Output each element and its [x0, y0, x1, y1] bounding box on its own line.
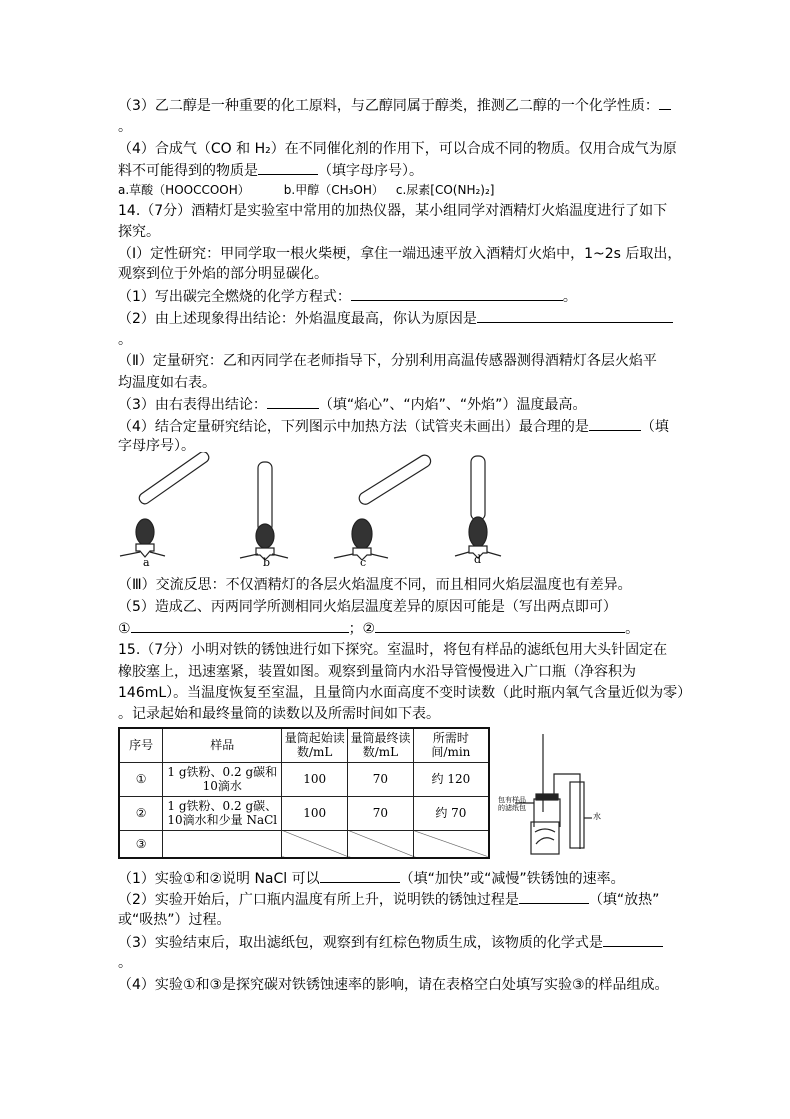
answer-blank[interactable]: [267, 394, 319, 409]
header-cell: 量筒起始读数/mL: [282, 728, 348, 762]
figure-label-b: b: [263, 556, 271, 569]
table-row: [119, 830, 489, 858]
cell: 约 120: [413, 762, 489, 796]
text: 料不可能得到的物质是: [118, 163, 258, 179]
cell: 70: [348, 796, 414, 830]
table-row: [119, 796, 489, 830]
q14-intro2: 探究。: [118, 224, 160, 240]
header-cell: 所需时间/min: [413, 728, 489, 762]
figure-label-d: d: [474, 553, 482, 566]
q13-part3-end: 。: [118, 119, 132, 135]
cell-crossed: [348, 830, 414, 858]
q14-part4-line2: 字母序号）。: [118, 438, 195, 454]
answer-blank-2[interactable]: [375, 618, 625, 633]
q14-part3: [118, 394, 586, 415]
answer-blank[interactable]: [258, 160, 318, 175]
answer-blank[interactable]: [320, 868, 400, 883]
figure-label-a: a: [143, 556, 150, 569]
rust-apparatus-figure: [500, 722, 620, 857]
q13-part4-line1: （4）合成气（CO 和 H₂）在不同催化剂的作用下，可以合成不同的物质。仅用合成气为原: [118, 141, 677, 157]
figure-d-vertical-tube-outer-flame: [455, 456, 501, 558]
q15-part3-end: 。: [118, 955, 132, 971]
q14-part5: （5）造成乙、丙两同学所测相同火焰层温度差异的原因可能是（写出两点即可）: [118, 599, 617, 615]
q14-part2-end: 。: [118, 332, 132, 348]
answer-blank[interactable]: [351, 286, 563, 301]
apparatus-label-water: 水: [593, 812, 601, 821]
text: （4）结合定量研究结论，下列图示中加热方法（试管夹未画出）最合理的是: [118, 419, 589, 435]
q13-part4-line2: [118, 160, 423, 181]
figure-label-c: c: [360, 556, 367, 569]
cell: 100: [282, 796, 348, 830]
text: （3）由右表得出结论：: [118, 397, 267, 413]
q15-part2-line2: 或“吸热”）过程。: [118, 912, 231, 928]
cell: ③: [119, 830, 163, 858]
q15-part3: [118, 932, 663, 953]
q14-part2: [118, 308, 673, 329]
text: （2）由上述现象得出结论：外焰温度最高，你认为原因是: [118, 311, 477, 327]
text: 。: [625, 621, 640, 637]
q14-part1: [118, 286, 577, 307]
cell-crossed: [413, 830, 489, 858]
cell: ①: [119, 762, 163, 796]
cell-crossed: [282, 830, 348, 858]
cell: 1 g铁粉、0.2 g碳、10滴水和少量 NaCl: [163, 796, 282, 830]
q15-intro2: 橡胶塞上，迅速塞紧，装置如图。观察到量筒内水沿导管慢慢进入广口瓶（净容积为: [118, 664, 636, 680]
option-a: a.草酸（HOOCCOOH）: [118, 183, 250, 197]
text: （1）实验①和②说明 NaCl 可以: [118, 871, 320, 887]
q14-section2-line2: 均温度如右表。: [118, 375, 216, 391]
option-c: c.尿素[CO(NH₂)₂]: [395, 183, 495, 197]
header-cell: 量筒最终读数/mL: [348, 728, 414, 762]
q14-part4: [118, 416, 669, 437]
text: ；②: [348, 621, 376, 637]
q15-intro3: 146mL）。当温度恢复至室温，且量筒内水面高度不变时读数（此时瓶内氧气含量近似为零）: [118, 685, 692, 701]
q14-intro1: 14.（7分）酒精灯是实验室中常用的加热仪器，某小组同学对酒精灯火焰温度进行了如下: [118, 203, 668, 219]
cell: ②: [119, 796, 163, 830]
heating-methods-figure: [110, 452, 510, 560]
q15-part2: [118, 889, 659, 910]
text: 。: [562, 289, 577, 305]
text: （1）写出碳完全燃烧的化学方程式：: [118, 289, 351, 305]
text: ①: [118, 621, 131, 637]
answer-blank[interactable]: [477, 308, 673, 323]
answer-blank[interactable]: [589, 416, 641, 431]
text: （填: [640, 419, 669, 435]
figure-a-tilted-tube-inner-flame: [120, 452, 211, 557]
text: （填“加快”或“减慢”铁锈蚀的速率。: [399, 871, 625, 887]
option-b: b.甲醇（CH₃OH）: [283, 183, 384, 197]
table-row: [119, 762, 489, 796]
text: （2）实验开始后，广口瓶内温度有所上升，说明铁的锈蚀过程是: [118, 892, 519, 908]
text: （填“放热”: [588, 892, 660, 908]
answer-blank[interactable]: [659, 95, 671, 110]
figure-b-vertical-tube: [240, 462, 288, 560]
answer-blank[interactable]: [519, 889, 589, 904]
header-cell: 序号: [119, 728, 163, 762]
q15-intro4: 。记录起始和最终量筒的读数以及所需时间如下表。: [118, 706, 440, 722]
text: （填字母序号）。: [318, 163, 423, 179]
cell-sample-blank[interactable]: [163, 830, 282, 858]
q14-section3: （Ⅲ）交流反思：不仅酒精灯的各层火焰温度不同，而且相同火焰层温度也有差异。: [118, 577, 632, 593]
text: （3）乙二醇是一种重要的化工原料，与乙醇同属于醇类，推测乙二醇的一个化学性质：: [118, 98, 659, 114]
figure-c-tilted-tube-outer-flame: [334, 453, 433, 560]
answer-blank-1[interactable]: [131, 618, 349, 633]
cell: 约 70: [413, 796, 489, 830]
text: （填“焰心”、“内焰”、“外焰”）温度最高。: [318, 397, 587, 413]
q13-part3: [118, 95, 671, 116]
q14-section2-line1: （Ⅱ）定量研究：乙和丙同学在老师指导下，分别利用高温传感器测得酒精灯各层火焰平: [118, 353, 657, 369]
q14-section1-line1: （Ⅰ）定性研究：甲同学取一根火柴梗，拿住一端迅速平放入酒精灯火焰中，1~2s 后取出，: [118, 246, 682, 262]
q15-part4: （4）实验①和③是探究碳对铁锈蚀速率的影响，请在表格空白处填写实验③的样品组成。: [118, 977, 669, 993]
cell: 70: [348, 762, 414, 796]
table-header-row: [119, 728, 489, 762]
q15-part1: [118, 868, 625, 889]
text: （3）实验结束后，取出滤纸包，观察到有红棕色物质生成，该物质的化学式是: [118, 935, 603, 951]
cell: 100: [282, 762, 348, 796]
cell: 1 g铁粉、0.2 g碳和10滴水: [163, 762, 282, 796]
q15-intro1: 15.（7分）小明对铁的锈蚀进行如下探究。室温时，将包有样品的滤纸包用大头针固定在: [118, 642, 668, 658]
q14-section1-line2: 观察到位于外焰的部分明显碳化。: [118, 266, 328, 282]
answer-blank[interactable]: [603, 932, 663, 947]
apparatus-label-bag: 包有样品的滤纸包: [498, 796, 526, 812]
q14-part5-blanks: [118, 618, 639, 639]
header-cell: 样品: [163, 728, 282, 762]
q13-options: [118, 180, 494, 200]
rust-experiment-table: [118, 727, 490, 859]
